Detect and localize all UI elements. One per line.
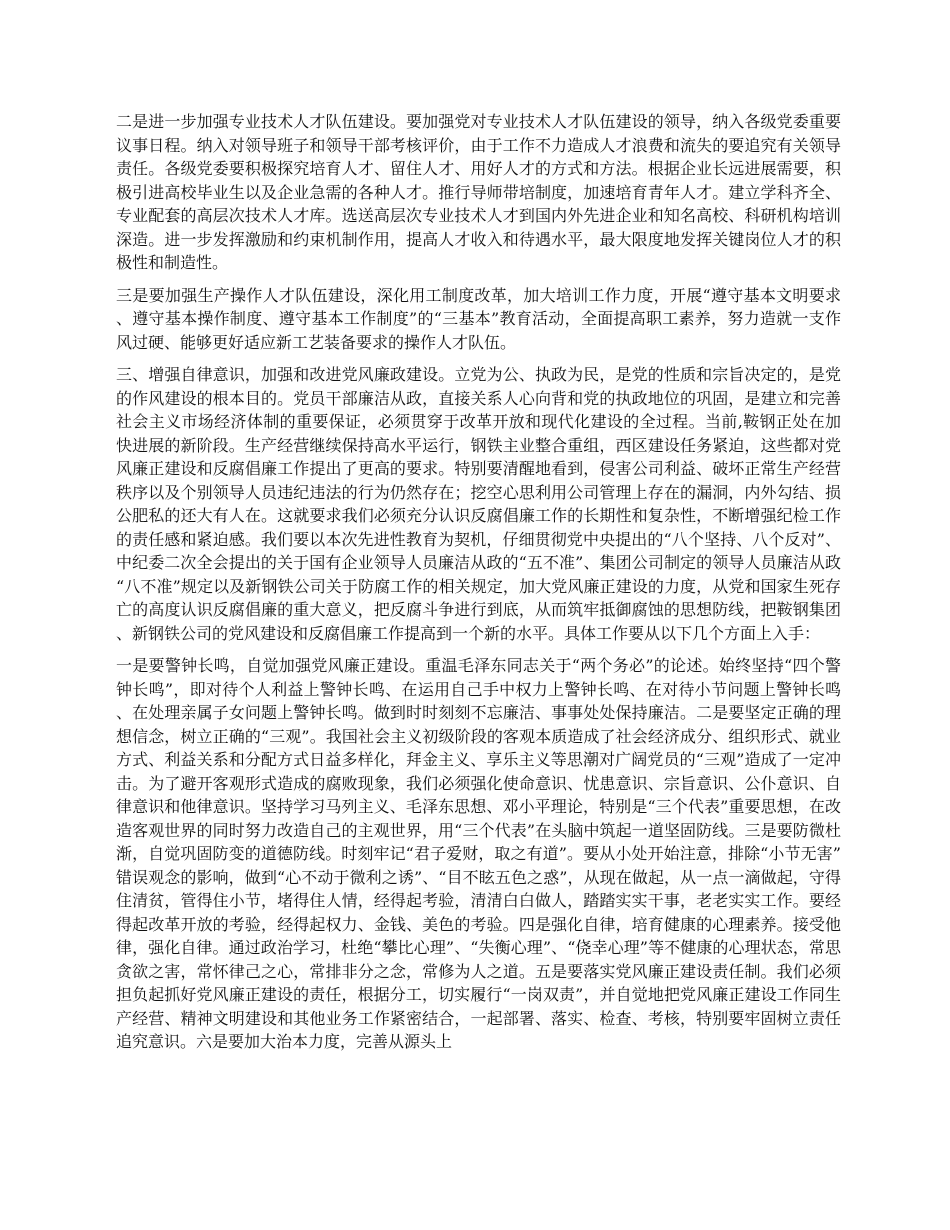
paragraph-talent-team: 二是进一步加强专业技术人才队伍建设。要加强党对专业技术人才队伍建设的领导，纳入各级党委重要议事日程。纳入对领导班子和领导干部考核评价，由于工作不力造成人才浪费和流失的要追究有关领导责任。各级党委要积极探究培育人才、留住人才、用好人才的方式和方法。根据企业长远进展需要，积极引进高校毕业生以及企业急需的各种人才。推行导师带培制度，加速培育青年人才。建立学科齐全、专业配套的高层次技术人才库。选送高层次专业技术人才到国内外先进企业和知名高校、科研机构培训深造。进一步发挥激励和约束机制作用，提高人才收入和待遇水平，最大限度地发挥关键岗位人才的积极性和制造性。 — [116, 112, 841, 272]
paragraph-operator-team: 三是要加强生产操作人才队伍建设，深化用工制度改革，加大培训工作力度，开展“遵守基本文明要求、遵守基本操作制度、遵守基本工作制度”的“三基本”教育活动，全面提高职工素养，努力造就一支作风过硬、能够更好适应新工艺装备要求的操作人才队伍。 — [116, 285, 841, 352]
paragraph-measures: 一是要警钟长鸣，自觉加强党风廉正建设。重温毛泽东同志关于“两个务必”的论述。始终坚持“四个警钟长鸣”，即对待个人利益上警钟长鸣、在运用自己手中权力上警钟长鸣、在对待小节问题上警钟长鸣、在处理亲属子女问题上警钟长鸣。做到时时刻刻不忘廉洁、事事处处保持廉洁。二是要坚定正确的理想信念，树立正确的“三观”。我国社会主义初级阶段的客观本质造成了社会经济成分、组织形式、就业方式、利益关系和分配方式日益多样化，拜金主义、享乐主义等思潮对广阔党员的“三观”造成了一定冲击。为了避开客观形式造成的腐败现象，我们必须强化使命意识、忧患意识、宗旨意识、公仆意识、自律意识和他律意识。坚持学习马列主义、毛泽东思想、邓小平理论，特别是“三个代表”重要思想，在改造客观世界的同时努力改造自己的主观世界，用“三个代表”在头脑中筑起一道坚固防线。三是要防微杜渐，自觉巩固防变的道德防线。时刻牢记“君子爱财，取之有道”。要从小处开始注意，排除“小节无害”错误观念的影响，做到“心不动于微利之诱”、“目不眩五色之惑”，从现在做起，从一点一滴做起，守得住清贫，管得住小节，堵得住人情，经得起考验，清清白白做人，踏踏实实干事，老老实实工作。要经得起改革开放的考验，经得起权力、金钱、美色的考验。四是强化自律，培育健康的心理素养。接受他律，强化自律。通过政治学习，杜绝“攀比心理”、“失衡心理”、“侥幸心理”等不健康的心理状态，常思贪欲之害，常怀律己之心，常排非分之念，常修为人之道。五是要落实党风廉正建设责任制。我们必须担负起抓好党风廉正建设的责任，根据分工，切实履行“一岗双责”，并自觉地把党风廉正建设工作同生产经营、精神文明建设和其他业务工作紧密结合，一起部署、落实、检查、考核，特别要牢固树立责任追究意识。六是要加大治本力度，完善从源头上 — [116, 656, 841, 1051]
document-body — [116, 110, 841, 1063]
paragraph-self-discipline: 三、增强自律意识，加强和改进党风廉政建设。立党为公、执政为民，是党的性质和宗旨决定的，是党的作风建设的根本目的。党员干部廉洁从政，直接关系人心向背和党的执政地位的巩固，是建立和完善社会主义市场经济体制的重要保证，必须贯穿于改革开放和现代化建设的全过程。当前,鞍钢正处在加快进展的新阶段。生产经营继续保持高水平运行，钢铁主业整合重组，西区建设任务紧迫，这些都对党风廉正建设和反腐倡廉工作提出了更高的要求。特别要清醒地看到，侵害公司利益、破坏正常生产经营秩序以及个别领导人员违纪违法的行为仍然存在；挖空心思利用公司管理上存在的漏洞，内外勾结、损公肥私的还大有人在。这就要求我们必须充分认识反腐倡廉工作的长期性和复杂性，不断增强纪检工作的责任感和紧迫感。我们要以本次先进性教育为契机，仔细贯彻党中央提出的“八个坚持、八个反对”、中纪委二次全会提出的关于国有企业领导人员廉洁从政的“五不准”、集团公司制定的领导人员廉洁从政“八不准”规定以及新钢铁公司关于防腐工作的相关规定，加大党风廉正建设的力度，从党和国家生死存亡的高度认识反腐倡廉的重大意义，把反腐斗争进行到底，从而筑牢抵御腐蚀的思想防线，把鞍钢集团、新钢铁公司的党风建设和反腐倡廉工作提高到一个新的水平。具体工作要从以下几个方面上入手： — [116, 365, 841, 643]
